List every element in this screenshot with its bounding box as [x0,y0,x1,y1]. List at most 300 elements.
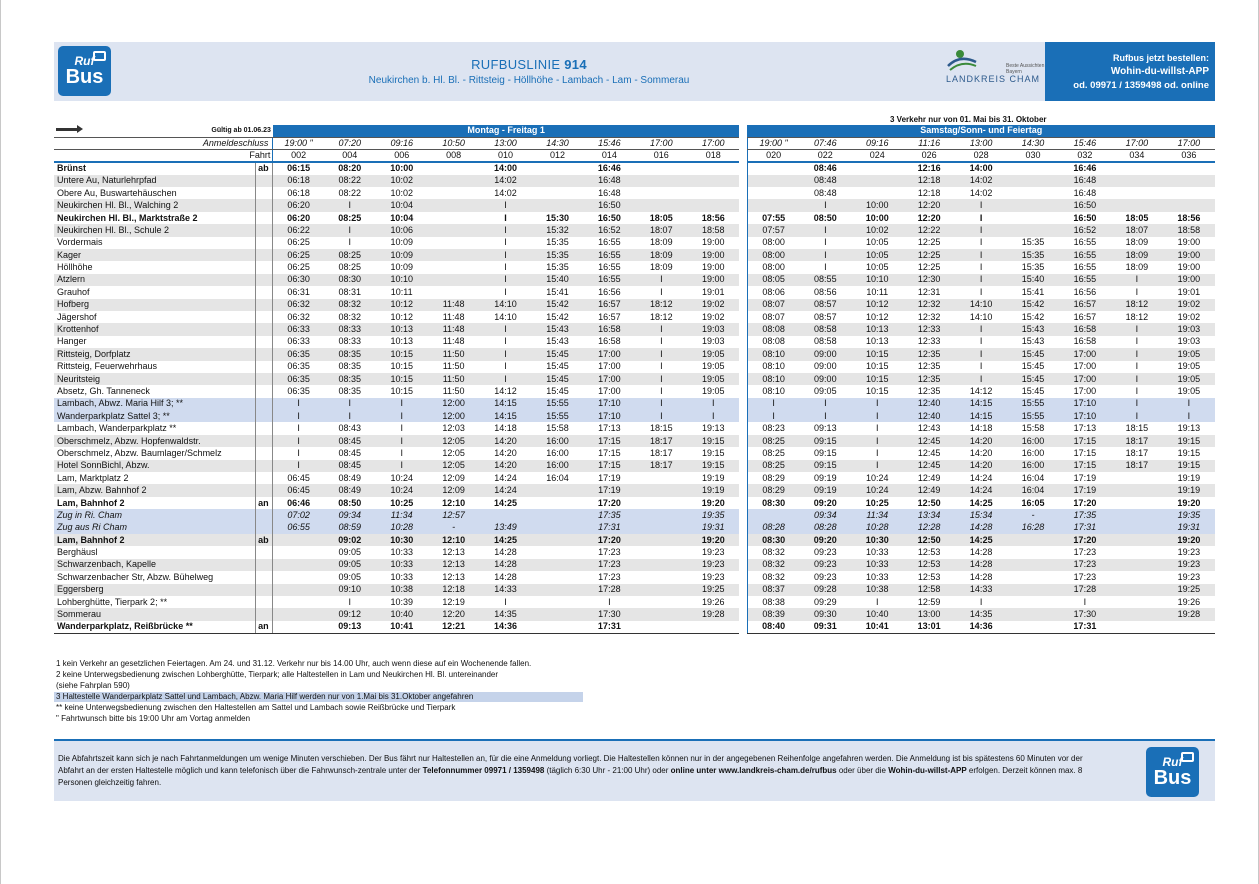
departure-time: 19:25 [1163,584,1215,596]
departure-time: 09:15 [814,447,837,458]
departure-time: I [747,410,799,422]
departure-time: 17:19 [583,484,635,496]
departure-time: 14:24 [969,472,993,483]
departure-time: 19:15 [702,447,725,458]
departure-time: I [799,199,851,211]
departure-time: 16:55 [1073,237,1097,248]
departure-time: 14:25 [969,497,993,508]
departure-time: 14:20 [955,460,1007,472]
departure-time [273,621,324,633]
info-text-d: erfolgen. Derzeit können max. 8 Personen gleichzeitig fahren. [58,766,1083,787]
valid-from: Gültig ab 01.06.23 [211,127,271,135]
line-number: 914 [564,57,587,72]
departure-time: I [348,596,352,607]
anmelde-time: 11:16 [903,137,955,149]
departure-time: 09:19 [799,484,851,496]
departure-time: 10:33 [390,547,413,558]
departure-time [1007,162,1059,174]
departure-time: 17:15 [583,460,635,472]
departure-time: 10:05 [865,262,889,273]
departure-time: 12:32 [917,311,941,322]
departure-time: 12:20 [428,608,480,620]
departure-time: 09:19 [814,472,837,483]
departure-time: 14:20 [494,447,517,458]
departure-time: 12:35 [903,373,955,385]
departure-time: 08:32 [324,299,376,311]
departure-time: 06:32 [273,299,324,311]
departure-time: 09:28 [799,584,851,596]
departure-time: 08:10 [747,385,799,397]
departure-time: 15:42 [532,299,584,311]
arrival-departure-marker [256,237,273,249]
departure-time [428,199,480,211]
table-row [54,435,1215,447]
departure-time: 17:15 [1059,460,1111,472]
arrival-departure-marker [256,546,273,558]
departure-time: 11:48 [428,323,480,335]
stop-name: Wanderparkplatz, Reißbrücke ** [54,621,256,633]
logo-ruf: Ruf [74,54,95,68]
arrival-departure-marker: ab [256,534,273,546]
departure-time [747,162,799,174]
arrival-departure-marker [256,435,273,447]
departure-time: 06:22 [273,224,324,236]
departure-time: 18:17 [635,435,687,447]
anmelde-label: Anmeldeschluss [54,137,273,149]
departure-time: I [635,410,687,422]
departure-time: 17:00 [1059,373,1111,385]
departure-time [1007,559,1059,571]
departure-time: 14:28 [969,547,993,558]
departure-time: 10:04 [390,212,414,223]
logo-bus: Bus [65,66,104,88]
arrival-departure-marker [256,274,273,286]
anmelde-time: 19:00 " [747,137,799,149]
departure-time: 09:23 [799,559,851,571]
departure-time: 08:10 [747,361,799,373]
departure-time: 15:42 [1021,311,1045,322]
departure-time: 10:15 [865,386,889,396]
page-header [54,42,1215,101]
departure-time: 12:43 [917,423,941,434]
anmelde-time: 09:16 [851,137,903,149]
table-row [54,522,1215,534]
departure-time: 12:05 [442,447,465,458]
departure-time: 08:28 [747,522,799,534]
departure-time: 08:30 [324,274,376,286]
departure-time: 16:00 [532,435,584,447]
departure-time: 15:58 [546,423,569,434]
table-row [54,546,1215,558]
departure-time: 07:57 [747,224,799,236]
departure-time: 14:18 [969,423,993,434]
info-text-b: (täglich 6:30 Uhr - 21:00 Uhr) oder [544,766,671,775]
departure-time: 06:35 [273,385,324,397]
departure-time [532,584,584,596]
departure-time: 14:20 [480,460,532,472]
stop-name: Lambach, Wanderparkplatz ** [57,423,177,434]
departure-time: I [1135,286,1139,297]
departure-time: 09:02 [324,534,376,546]
departure-time: 12:22 [903,224,955,236]
arrival-departure-marker [256,509,273,521]
departure-time: 19:15 [1177,447,1201,458]
departure-time: 06:25 [273,237,324,249]
departure-time: 19:01 [702,286,725,297]
departure-time [1111,571,1163,583]
departure-time [635,175,687,187]
departure-time: - [428,522,480,534]
departure-time: 08:31 [338,286,362,297]
stop-name: Neukirchen Hl. Bl., Marktstraße 2 [57,212,198,223]
departure-time: I [955,323,1007,335]
departure-time: 15:42 [1007,299,1059,311]
departure-time [635,621,687,633]
stop-name: Atzlern [54,274,256,286]
fahrt-number: 010 [480,150,532,163]
departure-time [273,546,324,558]
departure-time: I [799,249,851,261]
stop-name: Brünst [57,163,86,174]
departure-time: 12:13 [428,559,480,571]
table-row [54,422,1215,434]
departure-time [1007,608,1059,620]
table-row [54,596,1215,608]
stop-name: Hofberg [54,299,256,311]
footnote-2: 2 keine Unterwegsbedienung zwischen Lohberghütte, Tierpark; alle Haltestellen in Lam und Neukirchen Hl. Bl. untereinander [56,670,499,679]
departure-time: 16:55 [583,274,635,286]
departure-time [1111,596,1163,608]
departure-time: 17:00 [1059,348,1111,360]
anmelde-time: 15:46 [583,137,635,149]
departure-time: 09:20 [813,497,837,508]
departure-time [428,237,480,249]
departure-time: 19:00 [1177,262,1201,273]
fahrt-number: 026 [903,150,955,163]
departure-time [747,509,799,521]
departure-time: 19:26 [702,596,725,607]
departure-time: 06:35 [273,348,324,360]
table-row [54,175,1215,187]
departure-time: 17:15 [583,435,635,447]
departure-time: 14:36 [955,621,1007,633]
departure-time: 12:35 [917,361,941,372]
departure-time: 18:12 [650,311,673,322]
departure-time: 15:43 [532,323,584,335]
arrival-departure-marker [256,608,273,620]
departure-time: 14:25 [480,534,532,546]
departure-time: 09:29 [814,596,837,607]
departure-time: 19:23 [702,547,725,558]
departure-time [532,509,584,521]
bus-icon [1181,752,1194,762]
departure-time: I [608,596,611,607]
departure-time: 10:06 [376,224,428,236]
departure-time: 10:12 [390,311,413,322]
departure-time: 09:00 [814,361,837,372]
departure-time: 14:10 [969,311,993,322]
departure-time: 10:00 [851,199,903,211]
departure-time [1111,584,1163,596]
departure-time: 17:31 [1059,621,1111,633]
table-row [54,497,1215,509]
fahrt-number: 008 [428,150,480,163]
arrival-departure-marker [256,348,273,360]
departure-time: I [851,460,903,472]
departure-time: I [324,398,376,410]
departure-time: 19:19 [702,472,725,483]
departure-time: 19:31 [1163,522,1215,534]
fahrt-number: 030 [1007,150,1059,163]
departure-time [1007,584,1059,596]
departure-time [1007,224,1059,236]
departure-time [635,199,687,211]
departure-time: 19:05 [1163,373,1215,385]
departure-time: 15:45 [532,348,584,360]
departure-time: 12:53 [903,559,955,571]
departure-time: 10:41 [851,621,903,633]
departure-time: 08:58 [799,323,851,335]
arrival-departure-marker [256,311,273,323]
departure-time: 16:50 [597,212,621,223]
fahrt-number: 024 [851,150,903,163]
arrival-departure-marker [256,460,273,472]
departure-time [1111,546,1163,558]
departure-time: 14:20 [955,435,1007,447]
arrival-departure-marker [256,522,273,534]
departure-time: 15:41 [1021,286,1045,297]
departure-time: 17:23 [1059,559,1111,571]
departure-time: 12:10 [428,534,480,546]
departure-time: 06:15 [273,162,324,174]
departure-time: 19:19 [1177,472,1201,483]
departure-time: I [504,596,507,607]
weekday-group-header: Montag - Freitag 1 [273,125,739,137]
departure-time [1111,484,1163,496]
departure-time [1007,571,1059,583]
departure-time: 10:38 [376,584,428,596]
table-row [54,199,1215,211]
departure-time: 19:26 [1177,596,1201,607]
departure-time: 09:13 [814,423,837,434]
departure-time: 16:00 [1007,435,1059,447]
departure-time: 19:02 [1177,311,1201,322]
arrival-departure-marker [256,336,273,348]
departure-time [635,187,687,199]
departure-time: I [955,373,1007,385]
departure-time: I [1135,361,1139,372]
departure-time: I [273,398,324,410]
departure-time: 16:57 [1059,299,1111,311]
departure-time: 16:00 [532,460,584,472]
departure-time: 15:43 [1021,336,1045,347]
departure-time: 14:02 [494,187,517,198]
departure-time: 19:25 [687,584,739,596]
departure-time: 16:52 [1059,224,1111,236]
departure-time: 09:23 [814,547,837,558]
fahrt-number: 012 [532,150,584,163]
departure-time [635,162,687,174]
departure-time: 16:55 [598,262,621,273]
departure-time: 19:31 [687,522,739,534]
departure-time [635,559,687,571]
departure-time: 14:00 [969,163,993,174]
departure-time: 12:25 [903,249,955,261]
departure-time: 18:15 [650,423,673,434]
departure-time: 16:55 [1059,274,1111,286]
departure-time [687,175,739,187]
departure-time: 12:19 [442,596,465,607]
stop-name: Eggersberg [54,584,256,596]
table-row [54,460,1215,472]
departure-time [1007,187,1059,199]
table-row [54,299,1215,311]
arrival-departure-marker [256,484,273,496]
valid-from-cell [54,125,273,137]
departure-time: 15:30 [545,212,569,223]
departure-time [1007,175,1059,187]
departure-time: 11:48 [428,299,480,311]
departure-time [1111,187,1163,199]
departure-time: 08:33 [324,323,376,335]
table-row [54,447,1215,459]
departure-time: I [504,336,507,347]
departure-time: I [979,286,983,297]
departure-time: I [480,348,532,360]
departure-time: 08:05 [747,274,799,286]
arrival-departure-marker [256,584,273,596]
departure-time [1163,175,1215,187]
departure-time [635,497,687,509]
departure-time: 10:09 [390,262,413,273]
departure-time: 14:02 [480,175,532,187]
departure-time: 12:18 [917,187,941,198]
departure-time: 11:50 [442,361,465,372]
departure-time: I [851,435,903,447]
departure-time: 17:20 [597,497,621,508]
departure-time: I [1135,336,1139,347]
departure-time: 08:59 [324,522,376,534]
departure-time: 19:00 [702,262,725,273]
fahrt-number: 006 [376,150,428,163]
departure-time: 08:57 [799,299,851,311]
departure-time: I [955,224,1007,236]
table-row [54,410,1215,422]
departure-time: I [1111,274,1163,286]
departure-time: 08:32 [747,571,799,583]
departure-time: 10:02 [851,224,903,236]
departure-time: 12:58 [903,584,955,596]
departure-time: I [1111,348,1163,360]
departure-time: I [273,435,324,447]
departure-time: 11:50 [428,373,480,385]
departure-time: 19:19 [1163,484,1215,496]
departure-time: 08:28 [799,522,851,534]
departure-time: 08:50 [813,212,837,223]
departure-time: I [979,336,983,347]
timetable [54,125,1215,634]
arrow-right-icon [56,128,78,131]
departure-time: 19:00 [1163,274,1215,286]
departure-time [1111,621,1163,633]
anmelde-time: 13:00 [480,137,532,149]
departure-time: 16:46 [597,163,621,174]
table-row [54,323,1215,335]
rufbus-logo-bottom [1146,747,1199,797]
departure-time: 19:02 [1163,299,1215,311]
departure-time: I [324,199,376,211]
departure-time: 14:35 [480,608,532,620]
departure-time: 19:02 [687,299,739,311]
info-text-a: Die Abfahrtszeit kann sich je nach Fahrtanmeldungen um wenige Minuten verschieben. Der Bus fährt nur Haltestellen an, für die eine Anmeldung vorliegt. Die Haltestellen können nur in der angegebenen Reihenfolge angefahren werden. Die Anmeldung ist bis spätestens 60 Minuten vor der Abfahrt an der ersten Haltestelle möglich und kann telefonisch über die Fahrwunsch-zentrale unter der [58,754,1083,775]
departure-time [635,472,687,484]
stop-name: Schwarzenbacher Str, Abzw. Bühelweg [57,571,214,582]
departure-time: I [635,348,687,360]
anmelde-time: 15:46 [1059,137,1111,149]
departure-time [1007,621,1059,633]
departure-time [1111,608,1163,620]
departure-time: I [1111,323,1163,335]
departure-time: 08:22 [324,175,376,187]
departure-time: 06:45 [273,484,324,496]
departure-time: 15:55 [532,398,584,410]
departure-time: 12:25 [917,237,941,248]
departure-time: 08:45 [338,447,362,458]
fahrt-number: 034 [1111,150,1163,163]
departure-time: I [376,398,428,410]
departure-time [532,546,584,558]
departure-time: 14:36 [480,621,532,633]
stop-name: Lambach, Abwz. Maria Hilf 3; ** [54,398,256,410]
departure-time: I [400,447,403,458]
departure-time: 14:24 [494,472,517,483]
departure-time [532,596,584,608]
departure-time: I [635,274,687,286]
weekend-group-header: Samstag/Sonn- und Feiertag [747,125,1215,137]
departure-time: 08:32 [338,311,362,322]
departure-time: 19:23 [1163,559,1215,571]
departure-time [532,522,584,534]
fahrt-number: 018 [687,150,739,163]
departure-time: 17:15 [598,447,621,458]
departure-time: 14:15 [480,398,532,410]
departure-time: 09:34 [324,509,376,521]
departure-time: 14:02 [955,175,1007,187]
arrival-departure-marker [256,323,273,335]
departure-time: 12:21 [428,621,480,633]
fahrt-number: 020 [747,150,799,163]
stop-name: Grauhof [57,286,90,297]
departure-time [687,199,739,211]
fahrt-number: 014 [583,150,635,163]
departure-time [532,571,584,583]
departure-time: 15:35 [546,237,569,248]
departure-time: 19:05 [687,348,739,360]
departure-time: I [1111,398,1163,410]
departure-time: 10:41 [376,621,428,633]
departure-time: 09:05 [814,386,837,396]
departure-time: I [504,212,507,223]
landkreis-logo [946,48,1051,96]
departure-time: 10:24 [851,484,903,496]
departure-time: 17:23 [583,559,635,571]
departure-time: 17:28 [1059,584,1111,596]
departure-time: 19:00 [1177,237,1201,248]
departure-time [1111,472,1163,484]
departure-time: 08:32 [747,546,799,558]
departure-time: 09:20 [799,534,851,546]
departure-time: 06:33 [273,323,324,335]
